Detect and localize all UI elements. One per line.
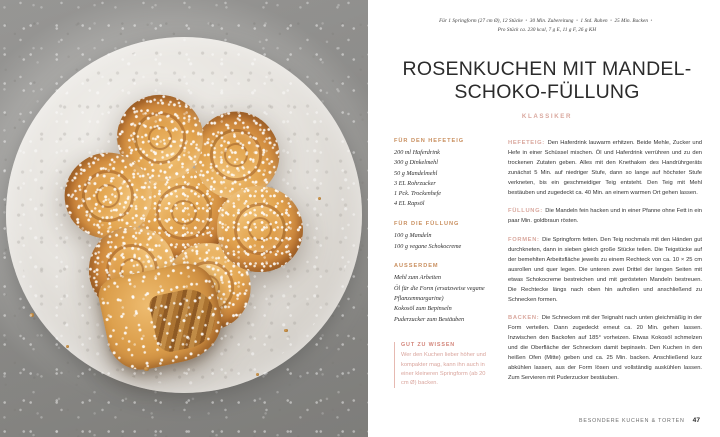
ingredients-column	[394, 138, 494, 392]
instruction-step	[508, 313, 702, 383]
ingredient-item: Kokosöl zum Bepinseln	[394, 305, 452, 313]
instruction-text: FÜLLUNG: Die Mandeln fein hacken und in einer Pfanne ohne Fett in ein paar Min. goldbraun rösten.	[508, 208, 702, 224]
tip-note	[394, 342, 494, 388]
cake-crumb	[30, 313, 34, 317]
instruction-text: BACKEN: Die Schnecken mit der Teignaht nach unten gleichmäßig in der Form verteilen. Dann zugedeckt erneut ca. 20 Min. gehen lassen. Inzwischen den Backofen auf 185° vorheizen. Etwas Kokosöl schmelzen und die Oberfläche der Schnecken damit bepinseln. Den Kuchen in den heißen Ofen (Mitte) geben und ca. 25 Min. backen. Anschließend kurz abkühlen lassen, aus der Form lösen und vollständig auskühlen lassen. Zum Servieren mit Puderzucker bestäuben.	[508, 315, 702, 381]
ingredient-group-heading: AUSSERDEM	[394, 262, 439, 269]
ingredient-group-heading: FÜR DIE FÜLLUNG	[394, 220, 460, 227]
instruction-step-label: HEFETEIG:	[508, 139, 548, 146]
ingredient-item: Puderzucker zum Bestäuben	[394, 315, 465, 323]
instruction-text: HEFETEIG: Den Haferdrink lauwarm erhitzen. Beide Mehle, Zucker und Hefe in einer Schüssel mischen. Öl und Haferdrink verrühren und zu den trockenen Zutaten geben. Alles mit den Knethaken des Handrührgeräts zunächst 5 Min. auf niedriger Stufe, dann so lange auf höchster Stufe verkneten, bis ein geschmeidiger Teig entsteht. Den Teig mit Mehl bestäuben und zugedeckt ca. 40 Min. an einem warmen Ort gehen lassen.	[508, 139, 702, 196]
meta-item: Für 1 Springform (27 cm Ø), 12 Stücke	[439, 18, 523, 24]
cake-crumb	[66, 345, 69, 348]
ingredient-item: 200 ml Haferdrink	[394, 149, 440, 156]
ingredient-item: Mehl zum Arbeiten	[394, 274, 441, 282]
rose-cake	[48, 77, 320, 349]
ingredient-item: 50 g Mandelmehl	[394, 169, 438, 177]
bun-sugar-dusting	[217, 186, 303, 272]
cinnamon-swirl-bun	[217, 186, 303, 272]
page-number: 47	[692, 417, 700, 424]
cake-crumb	[284, 329, 288, 333]
bullet-separator: •	[610, 18, 612, 24]
ingredient-item: 1 Pck. Trockenhefe	[394, 190, 442, 198]
tip-note-body: Wer den Kuchen lieber höher und kompakter mag, kann ihn auch in einer kleineren Springform (ab 20 cm Ø) backen.	[401, 352, 486, 387]
bullet-separator: •	[525, 18, 528, 24]
recipe-category: KLASSIKER	[521, 112, 573, 120]
instruction-step-label: FORMEN:	[508, 236, 543, 243]
meta-item: 30 Min. Zubereitung	[529, 18, 574, 24]
ingredient-item: 3 EL Rohrzucker	[394, 179, 436, 187]
instruction-text: FORMEN: Die Springform fetten. Den Teig nochmals mit den Händen gut durchkneten, dann in sieben gleich große Stücke teilen. Die Teigstücke auf der bemehlten Arbeitsfläche jeweils zu einem Rechteck von ca. 10 × 25 cm ausrollen und quer legen. Die unteren zwei Drittel der langen Seiten mit etwas Schokocreme bestreichen und mit gerösteten Mandeln bestreuen. Die Rechtecke längs nach oben hin aufrollen und anschließend zu Schnecken formen.	[508, 236, 703, 303]
recipe-meta	[390, 17, 704, 35]
page-title	[394, 58, 700, 104]
meta-line-yield	[390, 17, 704, 26]
cake-crumb	[318, 197, 321, 200]
meta-item: 1 Std. Ruhen	[580, 18, 608, 24]
ingredient-item: 4 EL Rapsöl	[394, 200, 425, 208]
instruction-step-label: FÜLLUNG:	[508, 208, 546, 214]
bullet-separator: •	[576, 18, 578, 24]
meta-item: 25 Min. Backen	[614, 18, 649, 24]
bullet-separator: •	[650, 18, 653, 24]
cake-crumb	[256, 373, 259, 376]
instructions-column	[508, 138, 702, 392]
ingredient-item: 300 g Dinkelmehl	[394, 159, 438, 167]
ingredient-list	[394, 148, 494, 210]
footer-chapter: BESONDERE KUCHEN & TORTEN	[579, 418, 685, 424]
page-footer	[579, 417, 700, 424]
instruction-step	[508, 138, 702, 198]
ingredient-item: 100 g Mandeln	[394, 232, 432, 240]
ingredient-list	[394, 273, 494, 324]
title-line-1: ROSENKUCHEN MIT MANDEL-	[402, 57, 692, 80]
instruction-step	[508, 206, 702, 226]
ingredient-item: Öl für die Form (ersatzweise vegane Pflanzenmargarine)	[394, 284, 485, 302]
ingredient-group-heading: FÜR DEN HEFETEIG	[394, 137, 465, 144]
cake-crumb	[144, 367, 149, 372]
recipe-body	[394, 138, 702, 392]
tip-note-heading: GUT ZU WISSEN	[401, 341, 456, 348]
instruction-step	[508, 235, 702, 305]
meta-line-nutrition: Pro Stück ca. 230 kcal, 7 g E, 11 g F, 26 g KH	[497, 26, 597, 33]
ingredient-item: 100 g vegane Schokocreme	[394, 242, 462, 250]
instruction-step-label: BACKEN:	[508, 315, 542, 321]
recipe-text-page	[368, 0, 720, 437]
ingredient-list	[394, 231, 494, 252]
title-line-2: SCHOKO-FÜLLUNG	[454, 80, 640, 103]
